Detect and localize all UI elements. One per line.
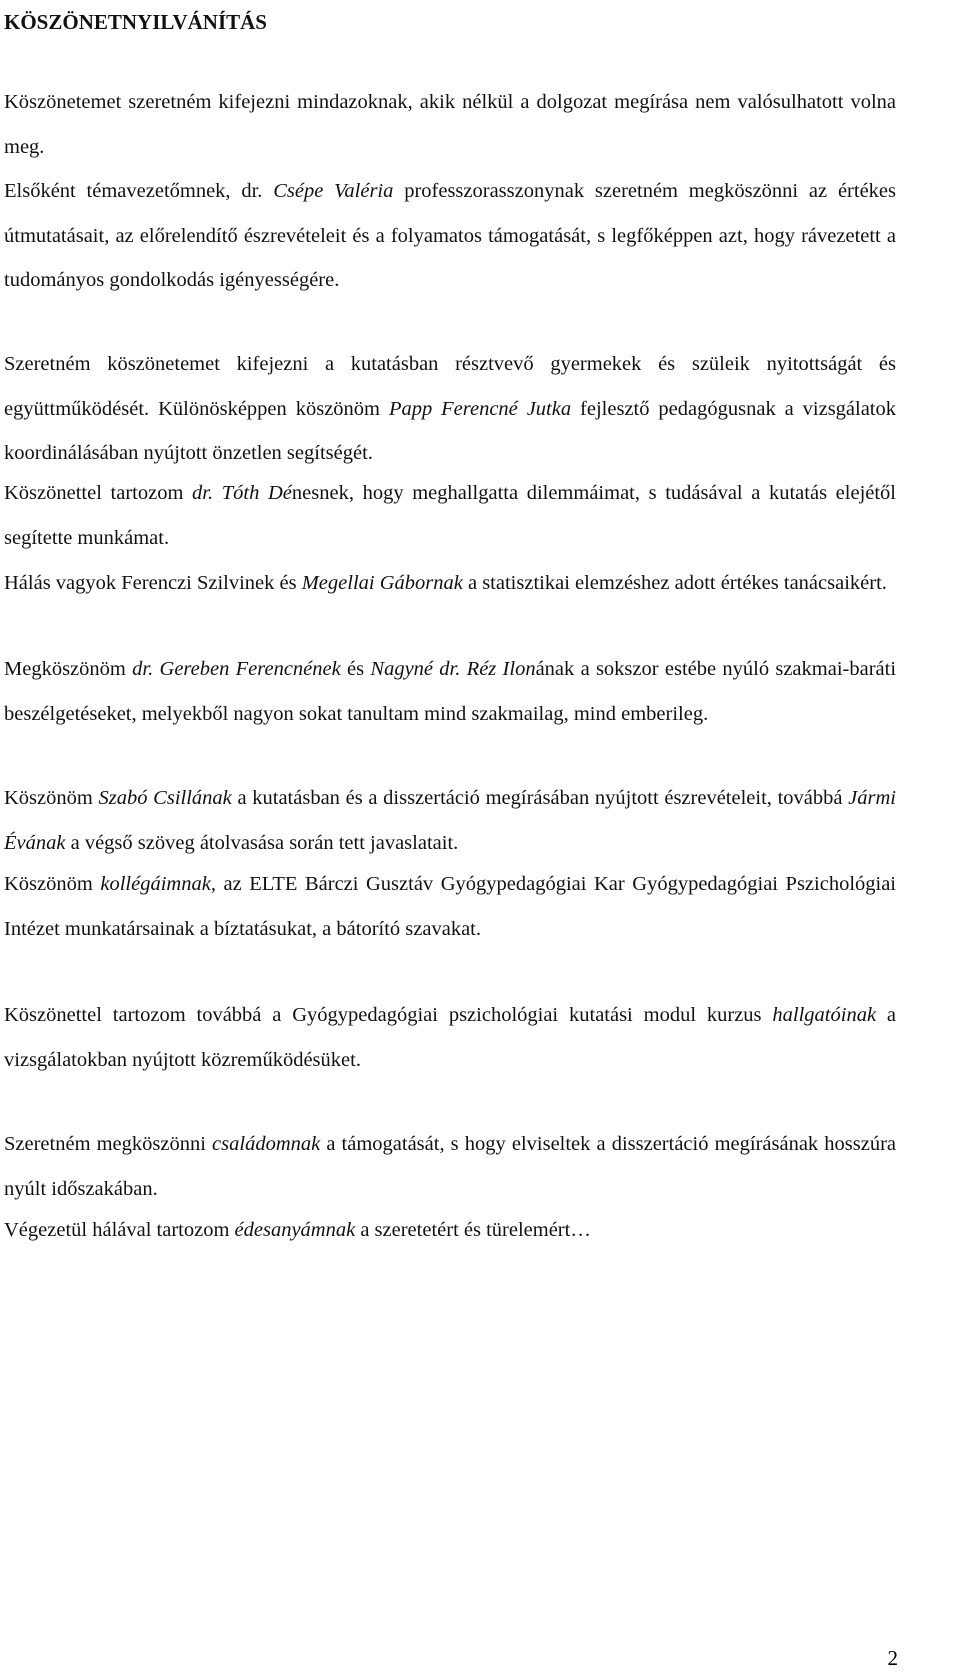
text: a szeretetért és türelemért… — [360, 1219, 591, 1241]
name: Megellai Gábornak — [301, 572, 463, 594]
name: Nagyné dr. Réz Ilon — [370, 658, 536, 680]
paragraph-supervisor — [4, 169, 896, 303]
text: a kutatásban és a disszertáció megírásában nyújtott észrevételeit, továbbá — [237, 787, 843, 809]
paragraph-intro — [4, 80, 896, 169]
name: Csépe Valéria — [273, 180, 394, 202]
paragraph-participants — [4, 342, 896, 476]
text: professzorasszonynak szeretném megköszönni az értékes útmutatásait, az előrelendítő észrevételeit és a folyamatos támogatását, s legfőképpen azt, hogy rávezetett a tudományos gondolkodás igényességére. — [4, 180, 896, 291]
text: Köszönettel tartozom — [4, 482, 184, 504]
text: fejlesztő pedagógusnak a vizsgálatok koordinálásában nyújtott önzetlen segítségét. — [4, 397, 897, 464]
name: dr. Tóth Dé — [192, 482, 292, 504]
paragraph-toth — [4, 471, 896, 560]
text: Hálás vagyok Ferenczi Szilvinek és — [4, 572, 297, 594]
text: Elsőként témavezetőmnek, dr. — [4, 180, 263, 202]
name: Papp Ferencné Jutka — [388, 397, 572, 420]
text: Végezetül hálával tartozom — [4, 1219, 230, 1241]
text: a vizsgálatokban nyújtott közreműködésüket. — [4, 1004, 897, 1071]
text: és — [347, 658, 365, 680]
name: Szabó Csillának — [98, 787, 232, 809]
name: édesanyámnak — [234, 1219, 356, 1241]
text: a végső szöveg átolvasása során tett javaslatait. — [70, 831, 459, 854]
paragraph-readers — [4, 776, 896, 865]
page-number: 2 — [887, 1646, 898, 1670]
name: családomnak — [212, 1133, 321, 1155]
text: Köszönöm — [4, 873, 93, 895]
text: a támogatását, s hogy elviseltek a disszertáció megírásának hosszúra nyúlt időszakában. — [4, 1133, 896, 1200]
text: Köszönettel tartozom továbbá a Gyógypedagógiai pszichológiai kutatási modul kurzus — [4, 1004, 762, 1026]
name: kollégáimnak — [100, 873, 211, 895]
text: Megköszönöm — [4, 658, 126, 680]
paragraph-institute — [4, 862, 896, 951]
text: Köszönetemet szeretném kifejezni mindazoknak, akik nélkül a dolgozat megírása nem valósulhatott volna meg. — [4, 91, 896, 158]
text: nesnek, hogy meghallgatta dilemmáimat, s tudásával a kutatás elejétől segítette munkámat. — [4, 482, 897, 549]
name: hallgatóinak — [772, 1004, 877, 1026]
name: Jármi Évának — [4, 787, 896, 854]
paragraph-family — [4, 1122, 896, 1211]
paragraph-statistics — [4, 561, 896, 606]
text: a statisztikai elemzéshez adott értékes tanácsaikért. — [467, 572, 887, 594]
paragraph-colleagues-talks — [4, 647, 896, 736]
name: dr. Gereben Ferencnének — [132, 658, 341, 680]
text: Köszönöm — [4, 787, 93, 809]
text: ának a sokszor estébe nyúló szakmai-baráti beszélgetéseket, melyekből nagyon sokat tanultam mind szakmailag, mind emberileg. — [4, 658, 897, 725]
text: Szeretném köszönetemet kifejezni a kutatásban résztvevő gyermekek és szüleik nyitottságát és együttműködését. Különösképpen köszönöm — [4, 353, 896, 420]
text: Szeretném megköszönni — [4, 1133, 206, 1155]
page-title: KÖSZÖNETNYILVÁNÍTÁS — [4, 10, 267, 34]
paragraph-mother — [4, 1208, 896, 1253]
text: , az ELTE Bárczi Gusztáv Gyógypedagógiai Kar Gyógypedagógiai Pszichológiai Intézet munkatársainak a bíztatásukat, a bátorító szavakat. — [4, 873, 897, 940]
paragraph-students — [4, 993, 896, 1082]
